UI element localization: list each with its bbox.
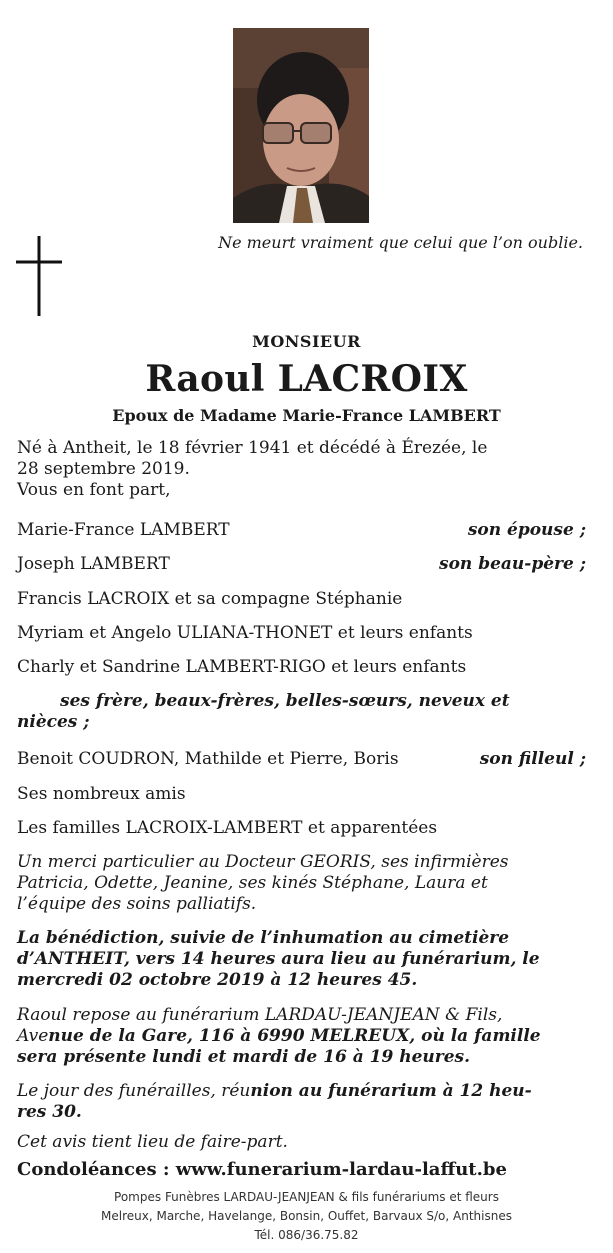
notice-text: Cet avis tient lieu de faire-part. xyxy=(17,1132,288,1152)
birth-death-line-2: 28 septembre 2019. xyxy=(17,459,190,479)
siblings-role-line-1: ses frère, beaux-frères, belles-sœurs, neveux et xyxy=(60,691,510,711)
ceremony-line-2: d’ANTHEIT, vers 14 heures aura lieu au funérarium, le xyxy=(17,949,540,969)
rest-line-2-end: nue de la Gare, 116 à 6990 MELREUX, où la famille xyxy=(48,1026,541,1046)
friends-row xyxy=(17,784,586,805)
family-row xyxy=(17,589,586,610)
funeral-day-text xyxy=(17,1081,589,1123)
footer-line-1: Pompes Funèbres LARDAU-JEANJEAN & fils funérariums et fleurs xyxy=(114,1190,499,1204)
spouse-line: Epoux de Madame Marie-France LAMBERT xyxy=(112,406,501,425)
family-row xyxy=(17,554,586,575)
family-member-name: Joseph LAMBERT xyxy=(17,554,170,574)
portrait-image xyxy=(233,28,369,223)
funeral-day-line-1 xyxy=(17,1081,589,1102)
honorific: MONSIEUR xyxy=(252,332,361,351)
godson-names: Benoit COUDRON, Mathilde et Pierre, Boris xyxy=(17,749,399,769)
family-member-role: son épouse ; xyxy=(467,520,586,540)
funeral-day-line-2: res 30. xyxy=(17,1102,82,1122)
rest-line-1: Raoul repose au funérarium LARDAU-JEANJEAN & Fils, xyxy=(17,1005,503,1025)
family-member-name: Myriam et Angelo ULIANA-THONET et leurs enfants xyxy=(17,623,473,643)
family-member-name: Francis LACROIX et sa compagne Stéphanie xyxy=(17,589,403,609)
family-row xyxy=(17,623,586,644)
siblings-role-line-2: nièces ; xyxy=(17,712,90,732)
funeral-home-footer xyxy=(0,1188,613,1245)
rest-line-3: sera présente lundi et mardi de 16 à 19 heures. xyxy=(17,1047,471,1067)
birth-death-text xyxy=(17,438,589,501)
cross-icon xyxy=(14,234,64,318)
birth-death-line-1: Né à Antheit, le 18 février 1941 et décédé à Érezée, le xyxy=(17,438,488,458)
ceremony-line-3: mercredi 02 octobre 2019 à 12 heures 45. xyxy=(17,970,418,990)
friends-text: Ses nombreux amis xyxy=(17,784,186,804)
ceremony-line-1: La bénédiction, suivie de l’inhumation au cimetière xyxy=(17,928,510,948)
family-row xyxy=(17,657,586,678)
families-text: Les familles LACROIX-LAMBERT et apparentées xyxy=(17,818,438,838)
family-member-name: Charly et Sandrine LAMBERT-RIGO et leurs enfants xyxy=(17,657,467,677)
footer-line-2: Melreux, Marche, Havelange, Bonsin, Ouffet, Barvaux S/o, Anthisnes xyxy=(101,1209,512,1223)
siblings-role xyxy=(17,691,589,733)
thanks-line-2: Patricia, Odette, Jeanine, ses kinés Stéphane, Laura et xyxy=(17,873,488,893)
rest-text xyxy=(17,1005,589,1068)
family-member-name: Marie-France LAMBERT xyxy=(17,520,230,540)
rest-line-2-start: Ave xyxy=(17,1026,49,1046)
funeral-day-line-1-start: Le jour des funérailles, réu xyxy=(17,1081,251,1101)
thanks-line-1: Un merci particulier au Docteur GEORIS, ses infirmières xyxy=(17,852,509,872)
rest-line-2 xyxy=(17,1026,589,1047)
godson-role: son filleul ; xyxy=(479,749,586,769)
family-row xyxy=(17,520,586,541)
announce-line: Vous en font part, xyxy=(17,480,171,500)
footer-phone: Tél. 086/36.75.82 xyxy=(254,1228,359,1242)
family-member-role: son beau-père ; xyxy=(439,554,586,574)
thanks-line-3: l’équipe des soins palliatifs. xyxy=(17,894,257,914)
godson-row xyxy=(17,749,586,770)
deceased-name: Raoul LACROIX xyxy=(145,358,468,400)
ceremony-text xyxy=(17,928,589,991)
motto-quote: Ne meurt vraiment que celui que l’on oublie. xyxy=(218,233,583,252)
portrait-photo xyxy=(233,28,369,223)
funeral-day-line-1-end: nion au funérarium à 12 heu- xyxy=(250,1081,532,1101)
families-row xyxy=(17,818,586,839)
condolences-link[interactable]: Condoléances : www.funerarium-lardau-laffut.be xyxy=(17,1159,507,1180)
thanks-text xyxy=(17,852,589,915)
